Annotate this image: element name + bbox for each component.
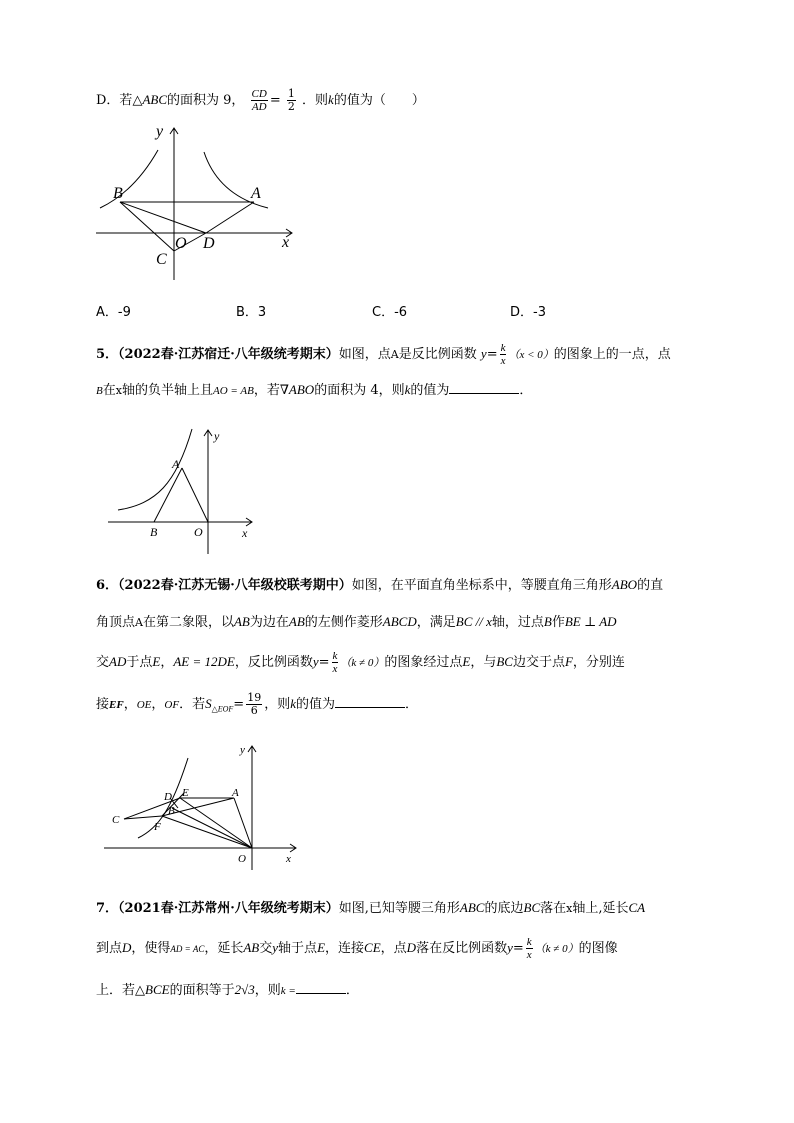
svg-text:F: F [154,821,161,833]
label-y: y [156,123,164,140]
q6-line-2: 角顶点A在第二象限，以AB为边在AB的左侧作菱形ABCD，满足BC // x轴，过点B作BE ⊥ AD [96,614,617,630]
svg-text:O: O [194,525,203,539]
label-C: C [156,251,167,268]
q6-line-4: 接EF，OE，OF．若$S_{\triangle EOF}=$ $\frac{19}{6}$ ，则k的值为 ． [96,691,419,717]
option-c[interactable]: C．-6 [372,305,408,320]
svg-text:D: D [164,791,172,803]
q6-line-3: 交AD于点E，AE = 12DE，反比例函数y= $\frac{k}{x}$ （k ≠ 0）的图象经过点E，与BC边交于点F，分别连 [96,650,625,675]
svg-text:C: C [112,814,120,826]
ratio-fraction: $\frac{CD}{AD}$ [251,88,267,113]
answer-blank[interactable] [296,981,346,994]
label-D: D [203,235,215,252]
q4-option-d-line: D．若△ABC的面积为 9， $\frac{CD}{AD}$ = $\frac{1}{2}$ ．则k的值为（ ） [96,87,425,113]
label-O: O [175,235,187,252]
option-a[interactable]: A．-9 [96,305,131,320]
answer-blank[interactable] [335,695,405,708]
option-d[interactable]: D．-3 [510,305,546,320]
svg-text:A: A [232,787,239,799]
svg-text:y: y [240,744,245,756]
svg-text:B: B [168,805,175,817]
option-b[interactable]: B．3 [236,305,267,320]
answer-blank[interactable] [449,381,519,394]
segment-bc [120,202,174,251]
svg-text:x: x [242,526,248,540]
svg-text:E: E [182,787,189,799]
segment-ad [206,202,254,233]
half-fraction: $\frac{1}{2}$ [287,87,295,113]
q6-figure [104,738,304,873]
q7-line-3: 上．若△BCE的面积等于2√3，则k = ． [96,982,359,998]
svg-text:B: B [150,525,158,539]
segment-bd [120,202,206,233]
svg-text:O: O [238,853,246,865]
q7-line-1: 7．（2021春·江苏常州·八年级统考期末）如图,已知等腰三角形ABC的底边BC落在x轴上,延长CA [96,900,646,916]
q7-line-2: 到点D，使得AD = AC，延长AB交y轴于点E，连接CE，点D落在反比例函数y= $\frac{k}{x}$ （k ≠ 0）的图像 [96,936,618,961]
q5-line-1: 5．（2022春·江苏宿迁·八年级统考期末）如图，点A是反比例函数 y= $\frac{k}{x}$ （x < 0）的图象上的一点，点 [96,342,671,367]
q6-line-1: 6．（2022春·江苏无锡·八年级校联考期中）如图，在平面直角坐标系中，等腰直角三角形ABO的直 [96,577,664,593]
svg-text:y: y [214,429,220,443]
svg-text:x: x [286,853,291,865]
q5-line-2: B在x轴的负半轴上且AO = AB，若∇ABO的面积为 4，则k的值为 ． [96,382,533,398]
q5-figure [106,424,266,554]
svg-text:A: A [172,457,180,471]
label-A: A [251,185,261,202]
q4-figure [96,120,306,285]
left-branch [100,150,158,208]
label-B: B [113,185,123,202]
label-x: x [282,234,290,251]
